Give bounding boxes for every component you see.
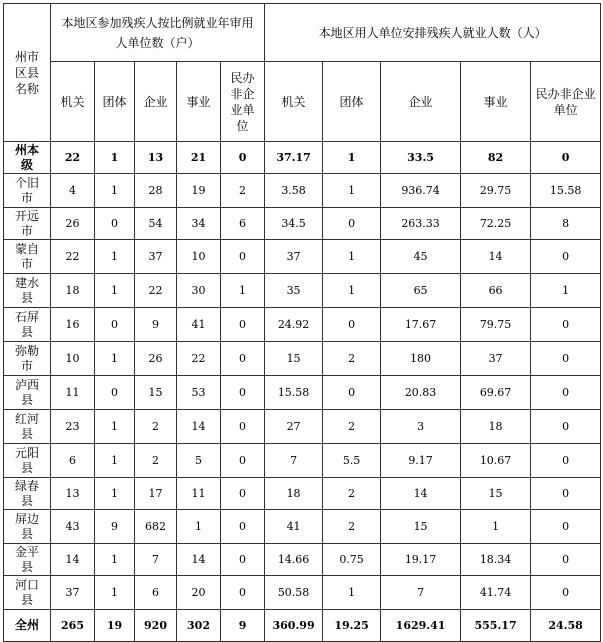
value-cell: 1 [95,444,135,478]
value-cell: 26 [51,208,95,240]
value-cell: 19.25 [323,610,381,642]
value-cell: 41.74 [461,576,531,610]
value-cell: 20 [177,576,221,610]
region-name-cell [4,142,51,174]
table-row [4,544,601,576]
value-cell: 15 [135,376,177,410]
value-cell: 23 [51,410,95,444]
value-cell: 4 [51,174,95,208]
statistics-table [3,3,601,642]
value-cell: 8 [531,208,601,240]
value-cell: 30 [177,274,221,308]
region-name-cell [4,510,51,544]
value-cell: 18.34 [461,544,531,576]
value-cell: 1 [461,510,531,544]
value-cell: 15.58 [531,174,601,208]
value-cell: 9 [95,510,135,544]
subheader-g2-2 [381,62,461,142]
region-name-cell [4,478,51,510]
value-cell: 22 [177,342,221,376]
value-cell: 22 [135,274,177,308]
subheader-label: 机关 [60,94,85,109]
value-cell: 2 [323,510,381,544]
value-cell: 3.58 [265,174,323,208]
value-cell: 1 [95,174,135,208]
value-cell: 34 [177,208,221,240]
subheader-label: 机关 [281,94,306,109]
value-cell: 11 [51,376,95,410]
value-cell: 1 [323,240,381,274]
value-cell: 0 [221,544,265,576]
value-cell: 22 [51,240,95,274]
region-name: 蒙自市 [14,241,39,271]
value-cell: 20.83 [381,376,461,410]
subheader-g2-0 [265,62,323,142]
region-name: 州本级 [14,142,39,172]
value-cell: 1 [323,174,381,208]
subheader-g2-1 [323,62,381,142]
value-cell: 17.67 [381,308,461,342]
value-cell: 18 [51,274,95,308]
table-row [4,376,601,410]
region-name: 泸西县 [14,377,39,407]
value-cell: 2 [135,410,177,444]
value-cell: 10 [51,342,95,376]
value-cell: 0 [323,208,381,240]
value-cell: 0 [221,444,265,478]
value-cell: 34.5 [265,208,323,240]
value-cell: 65 [381,274,461,308]
value-cell: 0 [531,376,601,410]
value-cell: 1 [95,478,135,510]
value-cell: 9 [135,308,177,342]
value-cell: 14 [177,410,221,444]
value-cell: 0 [531,410,601,444]
value-cell: 0 [323,376,381,410]
value-cell: 1 [177,510,221,544]
value-cell: 0 [95,376,135,410]
region-name-cell [4,208,51,240]
subheader-label: 团体 [339,94,364,109]
value-cell: 5.5 [323,444,381,478]
region-name-cell [4,376,51,410]
value-cell: 14.66 [265,544,323,576]
subheader-g1-2 [135,62,177,142]
value-cell: 2 [323,410,381,444]
region-name: 建水县 [14,275,39,305]
value-cell: 35 [265,274,323,308]
region-name: 石屏县 [14,309,39,339]
value-cell: 1 [95,142,135,174]
value-cell: 0 [221,478,265,510]
value-cell: 15 [265,342,323,376]
value-cell: 19 [95,610,135,642]
subheader-label: 企业 [408,94,433,109]
table-row [4,576,601,610]
region-name: 元阳县 [14,445,39,475]
region-name: 全州 [14,618,39,632]
value-cell: 41 [177,308,221,342]
region-name-cell [4,174,51,208]
value-cell: 18 [461,410,531,444]
value-cell: 0 [221,576,265,610]
region-name-cell [4,240,51,274]
value-cell: 936.74 [381,174,461,208]
region-name-cell [4,444,51,478]
value-cell: 2 [323,478,381,510]
value-cell: 37 [51,576,95,610]
value-cell: 7 [265,444,323,478]
subheader-label: 事业 [483,94,508,109]
value-cell: 0 [531,544,601,576]
region-name-cell [4,544,51,576]
value-cell: 72.25 [461,208,531,240]
region-name: 个旧市 [14,175,39,205]
value-cell: 1 [323,274,381,308]
value-cell: 0 [531,576,601,610]
value-cell: 263.33 [381,208,461,240]
table-row [4,410,601,444]
value-cell: 2 [135,444,177,478]
value-cell: 265 [51,610,95,642]
value-cell: 7 [381,576,461,610]
subheader-g1-1 [95,62,135,142]
group2-header [265,4,601,62]
value-cell: 28 [135,174,177,208]
table-row [4,444,601,478]
value-cell: 26 [135,342,177,376]
value-cell: 21 [177,142,221,174]
value-cell: 14 [177,544,221,576]
subheader-g2-3 [461,62,531,142]
value-cell: 1 [323,576,381,610]
value-cell: 0 [221,240,265,274]
subheader-g2-4 [531,62,601,142]
value-cell: 1 [95,410,135,444]
value-cell: 15 [381,510,461,544]
value-cell: 920 [135,610,177,642]
value-cell: 0 [95,208,135,240]
value-cell: 15.58 [265,376,323,410]
table-row [4,510,601,544]
value-cell: 9.17 [381,444,461,478]
subheader-label: 企业 [143,94,168,109]
value-cell: 6 [221,208,265,240]
value-cell: 29.75 [461,174,531,208]
group2-header-label: 本地区用人单位安排残疾人就业人数（人） [318,25,547,40]
group1-header-label: 本地区参加残疾人按比例就业年审用人单位数（户） [61,15,254,50]
value-cell: 37 [265,240,323,274]
table-row [4,274,601,308]
region-header-label: 州市区县名称 [14,49,39,96]
table-row [4,478,601,510]
region-name: 绿春县 [14,478,39,508]
subheader-g1-3 [177,62,221,142]
value-cell: 14 [381,478,461,510]
region-name: 屏边县 [14,511,39,541]
table-row [4,240,601,274]
value-cell: 13 [135,142,177,174]
value-cell: 0 [221,308,265,342]
region-name: 弥勒市 [14,343,39,373]
value-cell: 682 [135,510,177,544]
value-cell: 2 [221,174,265,208]
subheader-g1-0 [51,62,95,142]
value-cell: 14 [51,544,95,576]
value-cell: 18 [265,478,323,510]
table-row [4,142,601,174]
value-cell: 45 [381,240,461,274]
value-cell: 1 [95,342,135,376]
value-cell: 79.75 [461,308,531,342]
table-row [4,342,601,376]
region-name: 河口县 [14,577,39,607]
value-cell: 11 [177,478,221,510]
value-cell: 0.75 [323,544,381,576]
value-cell: 14 [461,240,531,274]
value-cell: 0 [221,142,265,174]
value-cell: 10 [177,240,221,274]
value-cell: 1 [95,240,135,274]
value-cell: 360.99 [265,610,323,642]
value-cell: 24.58 [531,610,601,642]
value-cell: 82 [461,142,531,174]
value-cell: 7 [135,544,177,576]
value-cell: 0 [531,142,601,174]
value-cell: 1 [531,274,601,308]
subheader-row [4,62,601,142]
value-cell: 17 [135,478,177,510]
value-cell: 555.17 [461,610,531,642]
value-cell: 6 [51,444,95,478]
region-name-cell [4,342,51,376]
value-cell: 0 [531,444,601,478]
value-cell: 0 [531,510,601,544]
value-cell: 5 [177,444,221,478]
region-name-cell [4,576,51,610]
value-cell: 27 [265,410,323,444]
value-cell: 33.5 [381,142,461,174]
table-row [4,174,601,208]
value-cell: 0 [531,308,601,342]
value-cell: 0 [221,410,265,444]
region-name-cell [4,308,51,342]
value-cell: 54 [135,208,177,240]
value-cell: 0 [531,342,601,376]
value-cell: 1629.41 [381,610,461,642]
value-cell: 37 [461,342,531,376]
value-cell: 6 [135,576,177,610]
value-cell: 2 [323,342,381,376]
value-cell: 0 [95,308,135,342]
value-cell: 0 [531,478,601,510]
value-cell: 1 [221,274,265,308]
value-cell: 1 [95,576,135,610]
region-name: 开远市 [14,208,39,238]
region-header [4,4,51,142]
subheader-label: 事业 [186,94,211,109]
value-cell: 0 [221,342,265,376]
value-cell: 19 [177,174,221,208]
value-cell: 13 [51,478,95,510]
value-cell: 37 [135,240,177,274]
region-name-cell [4,410,51,444]
value-cell: 0 [221,376,265,410]
value-cell: 9 [221,610,265,642]
group1-header [51,4,265,62]
subheader-label: 团体 [102,94,127,109]
table-body [4,142,601,642]
value-cell: 3 [381,410,461,444]
value-cell: 1 [323,142,381,174]
subheader-g1-4 [221,62,265,142]
value-cell: 1 [95,274,135,308]
region-name-cell [4,274,51,308]
value-cell: 0 [221,510,265,544]
subheader-label: 民办非企业单位 [230,70,255,133]
value-cell: 10.67 [461,444,531,478]
value-cell: 19.17 [381,544,461,576]
value-cell: 15 [461,478,531,510]
value-cell: 180 [381,342,461,376]
region-name: 红河县 [14,411,39,441]
value-cell: 0 [323,308,381,342]
value-cell: 1 [95,544,135,576]
subheader-label: 民办非企业单位 [535,86,596,117]
value-cell: 37.17 [265,142,323,174]
value-cell: 302 [177,610,221,642]
value-cell: 53 [177,376,221,410]
region-name: 金平县 [14,544,39,574]
value-cell: 22 [51,142,95,174]
table-row [4,308,601,342]
value-cell: 41 [265,510,323,544]
value-cell: 50.58 [265,576,323,610]
value-cell: 0 [531,240,601,274]
value-cell: 69.67 [461,376,531,410]
table-row [4,208,601,240]
value-cell: 16 [51,308,95,342]
value-cell: 24.92 [265,308,323,342]
value-cell: 66 [461,274,531,308]
value-cell: 43 [51,510,95,544]
